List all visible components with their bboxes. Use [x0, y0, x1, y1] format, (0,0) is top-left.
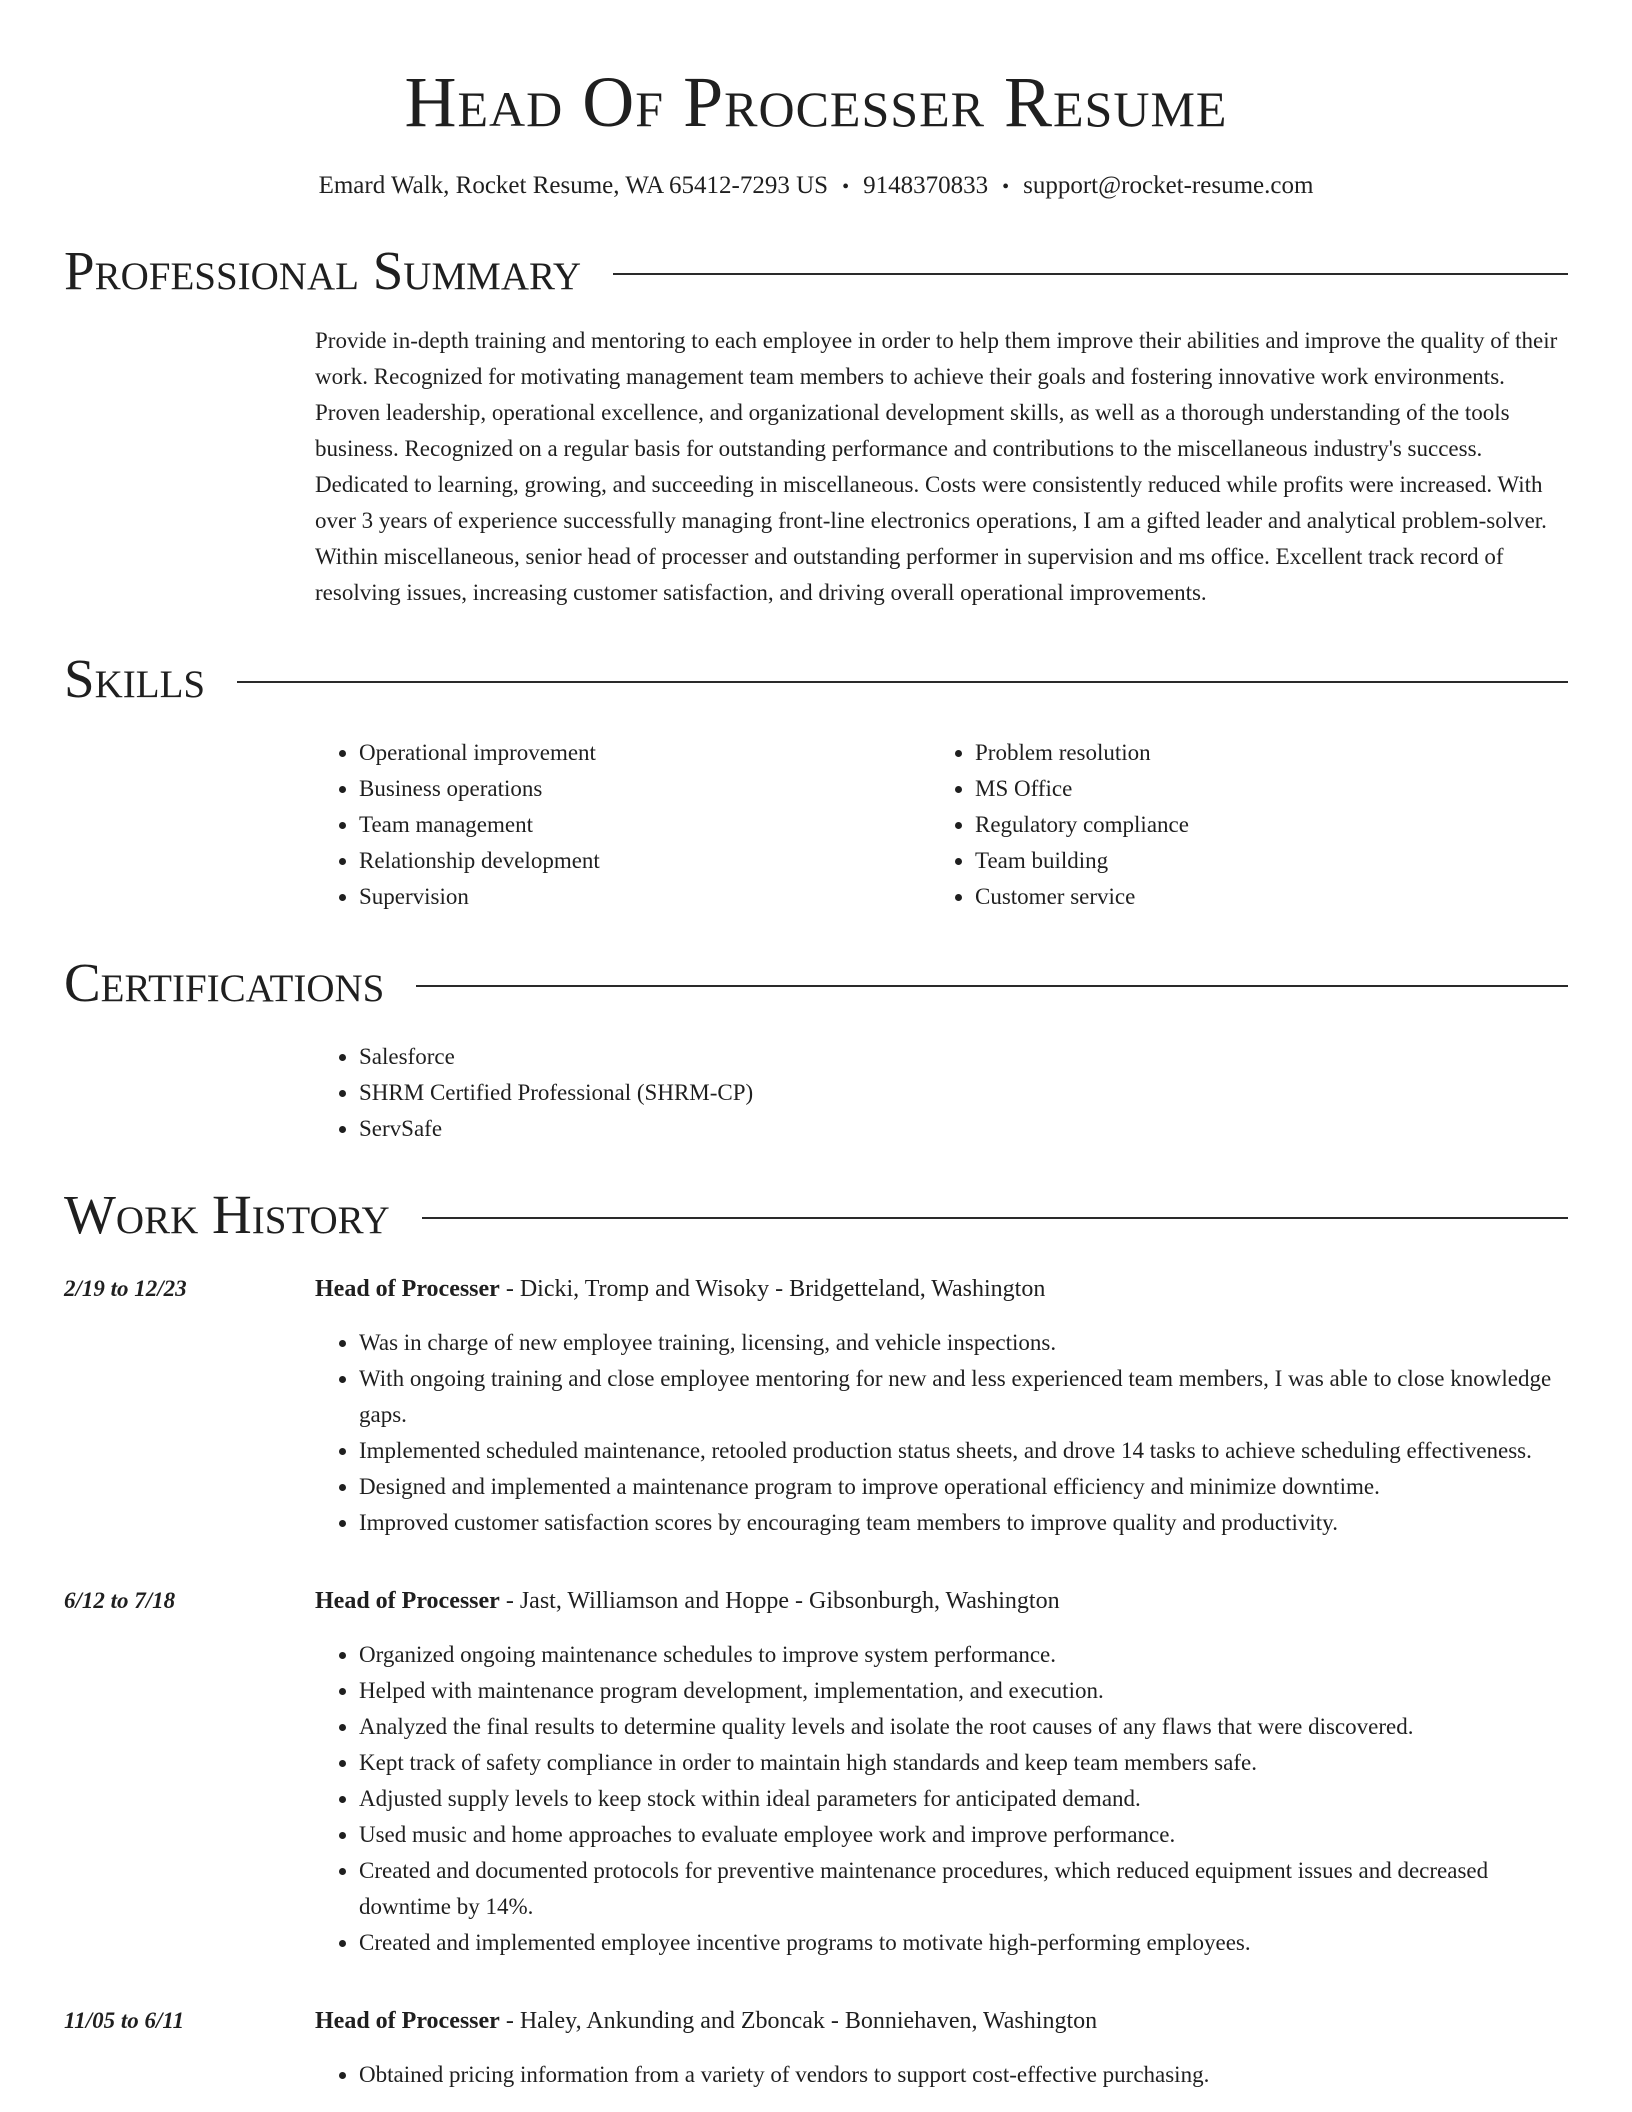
certifications-section — [64, 953, 1568, 1147]
job-bullet: • Adjusted supply levels to keep stock within ideal parameters for anticipated demand. — [359, 1781, 1568, 1817]
contact-separator: • — [1002, 176, 1010, 198]
section-title-summary: Professional Summary — [64, 240, 582, 301]
certification-item: • Salesforce — [359, 1039, 1568, 1075]
summary-header — [64, 241, 1568, 301]
skill-item: • MS Office — [975, 771, 1547, 807]
certifications-header — [64, 953, 1568, 1013]
skills-header — [64, 649, 1568, 709]
job-content — [315, 1583, 1568, 1961]
job-employer: - Dicki, Tromp and Wisoky - Bridgetteland, Washington — [499, 1276, 1046, 1302]
certification-item: • SHRM Certified Professional (SHRM-CP) — [359, 1075, 1568, 1111]
section-divider — [237, 681, 1568, 683]
contact-phone: 9148370833 — [863, 172, 989, 199]
skills-column-right — [931, 735, 1547, 915]
job-bullet: • Implemented scheduled maintenance, retooled production status sheets, and drove 14 tasks to achieve scheduling effectiveness. — [359, 1433, 1568, 1469]
job-dates: 11/05 to 6/11 — [64, 2008, 185, 2033]
job-bullet: • With ongoing training and close employee mentoring for new and less experienced team members, I was able to close knowledge gaps. — [359, 1361, 1568, 1433]
job-bullet: • Was in charge of new employee training, licensing, and vehicle inspections. — [359, 1325, 1568, 1361]
job-role: Head of Processer — [315, 1588, 500, 1614]
job-heading — [315, 1271, 1568, 1307]
work-history-header — [64, 1185, 1568, 1245]
job-bullet: • Obtained pricing information from a variety of vendors to support cost-effective purchasing. — [359, 2057, 1568, 2093]
job-bullet: • Analyzed the final results to determine quality levels and isolate the root causes of any flaws that were discovered. — [359, 1709, 1568, 1745]
job-bullet: • Created and implemented employee incentive programs to motivate high-performing employees. — [359, 1925, 1568, 1961]
section-divider — [416, 985, 1568, 987]
job-employer: - Jast, Williamson and Hoppe - Gibsonburgh, Washington — [499, 1588, 1060, 1614]
job-bullet: • Organized ongoing maintenance schedules to improve system performance. — [359, 1637, 1568, 1673]
skill-item: • Operational improvement — [359, 735, 931, 771]
job-bullet: • Created and documented protocols for preventive maintenance procedures, which reduced equipment issues and decreased downtime by 14%. — [359, 1853, 1568, 1925]
resume-title: Head Of Processer Resume — [404, 62, 1228, 142]
skill-item: • Customer service — [975, 879, 1547, 915]
job-bullet: • Designed and implemented a maintenance program to improve operational efficiency and minimize downtime. — [359, 1469, 1568, 1505]
contact-separator: • — [842, 176, 850, 198]
summary-body — [315, 323, 1568, 611]
job-bullet: • Kept track of safety compliance in order to maintain high standards and keep team members safe. — [359, 1745, 1568, 1781]
skill-item: • Regulatory compliance — [975, 807, 1547, 843]
skills-section — [64, 649, 1568, 915]
contact-email: support@rocket-resume.com — [1023, 172, 1314, 199]
section-divider — [613, 273, 1568, 275]
job-heading — [315, 2003, 1568, 2039]
job-bullet: • Used music and home approaches to evaluate employee work and improve performance. — [359, 1817, 1568, 1853]
skill-item: • Problem resolution — [975, 735, 1547, 771]
job-entry — [64, 1583, 1568, 1961]
job-employer: - Haley, Ankunding and Zboncak - Bonniehaven, Washington — [499, 2008, 1098, 2034]
certifications-body — [315, 1039, 1568, 1147]
job-bullet: • Helped with maintenance program development, implementation, and execution. — [359, 1673, 1568, 1709]
skill-item: • Team building — [975, 843, 1547, 879]
summary-text: Provide in-depth training and mentoring to each employee in order to help them improve their abilities and improve the quality of their work. Recognized for motivating management team members to achieve their goals and fostering innovative work environments. Proven leadership, operational excellence, and organizational development skills, as well as a thorough understanding of the tools business. Recognized on a regular basis for outstanding performance and contributions to the miscellaneous industry's success. Dedicated to learning, growing, and succeeding in miscellaneous. Costs were consistently reduced while profits were increased. With over 3 years of experience successfully managing front-line electronics operations, I am a gifted leader and analytical problem-solver. Within miscellaneous, senior head of processer and outstanding performer in supervision and ms office. Excellent track record of resolving issues, increasing customer satisfaction, and driving overall operational improvements. — [315, 328, 1558, 605]
skill-item: • Business operations — [359, 771, 931, 807]
job-entry — [64, 1271, 1568, 1541]
skill-item: • Supervision — [359, 879, 931, 915]
section-divider — [422, 1217, 1568, 1219]
section-title-skills: Skills — [64, 648, 206, 709]
skill-item: • Team management — [359, 807, 931, 843]
job-dates: 2/19 to 12/23 — [64, 1276, 187, 1301]
work-history-section — [64, 1185, 1568, 2093]
certification-item: • ServSafe — [359, 1111, 1568, 1147]
skills-column-left — [315, 735, 931, 915]
contact-line — [64, 170, 1568, 203]
job-content — [315, 2003, 1568, 2093]
skill-item: • Relationship development — [359, 843, 931, 879]
job-bullet: • Improved customer satisfaction scores by encouraging team members to improve quality and productivity. — [359, 1505, 1568, 1541]
section-title-work-history: Work History — [64, 1184, 390, 1245]
job-heading — [315, 1583, 1568, 1619]
summary-section — [64, 241, 1568, 611]
contact-address: Emard Walk, Rocket Resume, WA 65412-7293 US — [318, 172, 829, 199]
skills-body — [315, 735, 1568, 915]
job-content — [315, 1271, 1568, 1541]
job-entry — [64, 2003, 1568, 2093]
job-dates: 6/12 to 7/18 — [64, 1588, 176, 1613]
job-role: Head of Processer — [315, 1276, 500, 1302]
section-title-certifications: Certifications — [64, 952, 385, 1013]
job-role: Head of Processer — [315, 2008, 500, 2034]
